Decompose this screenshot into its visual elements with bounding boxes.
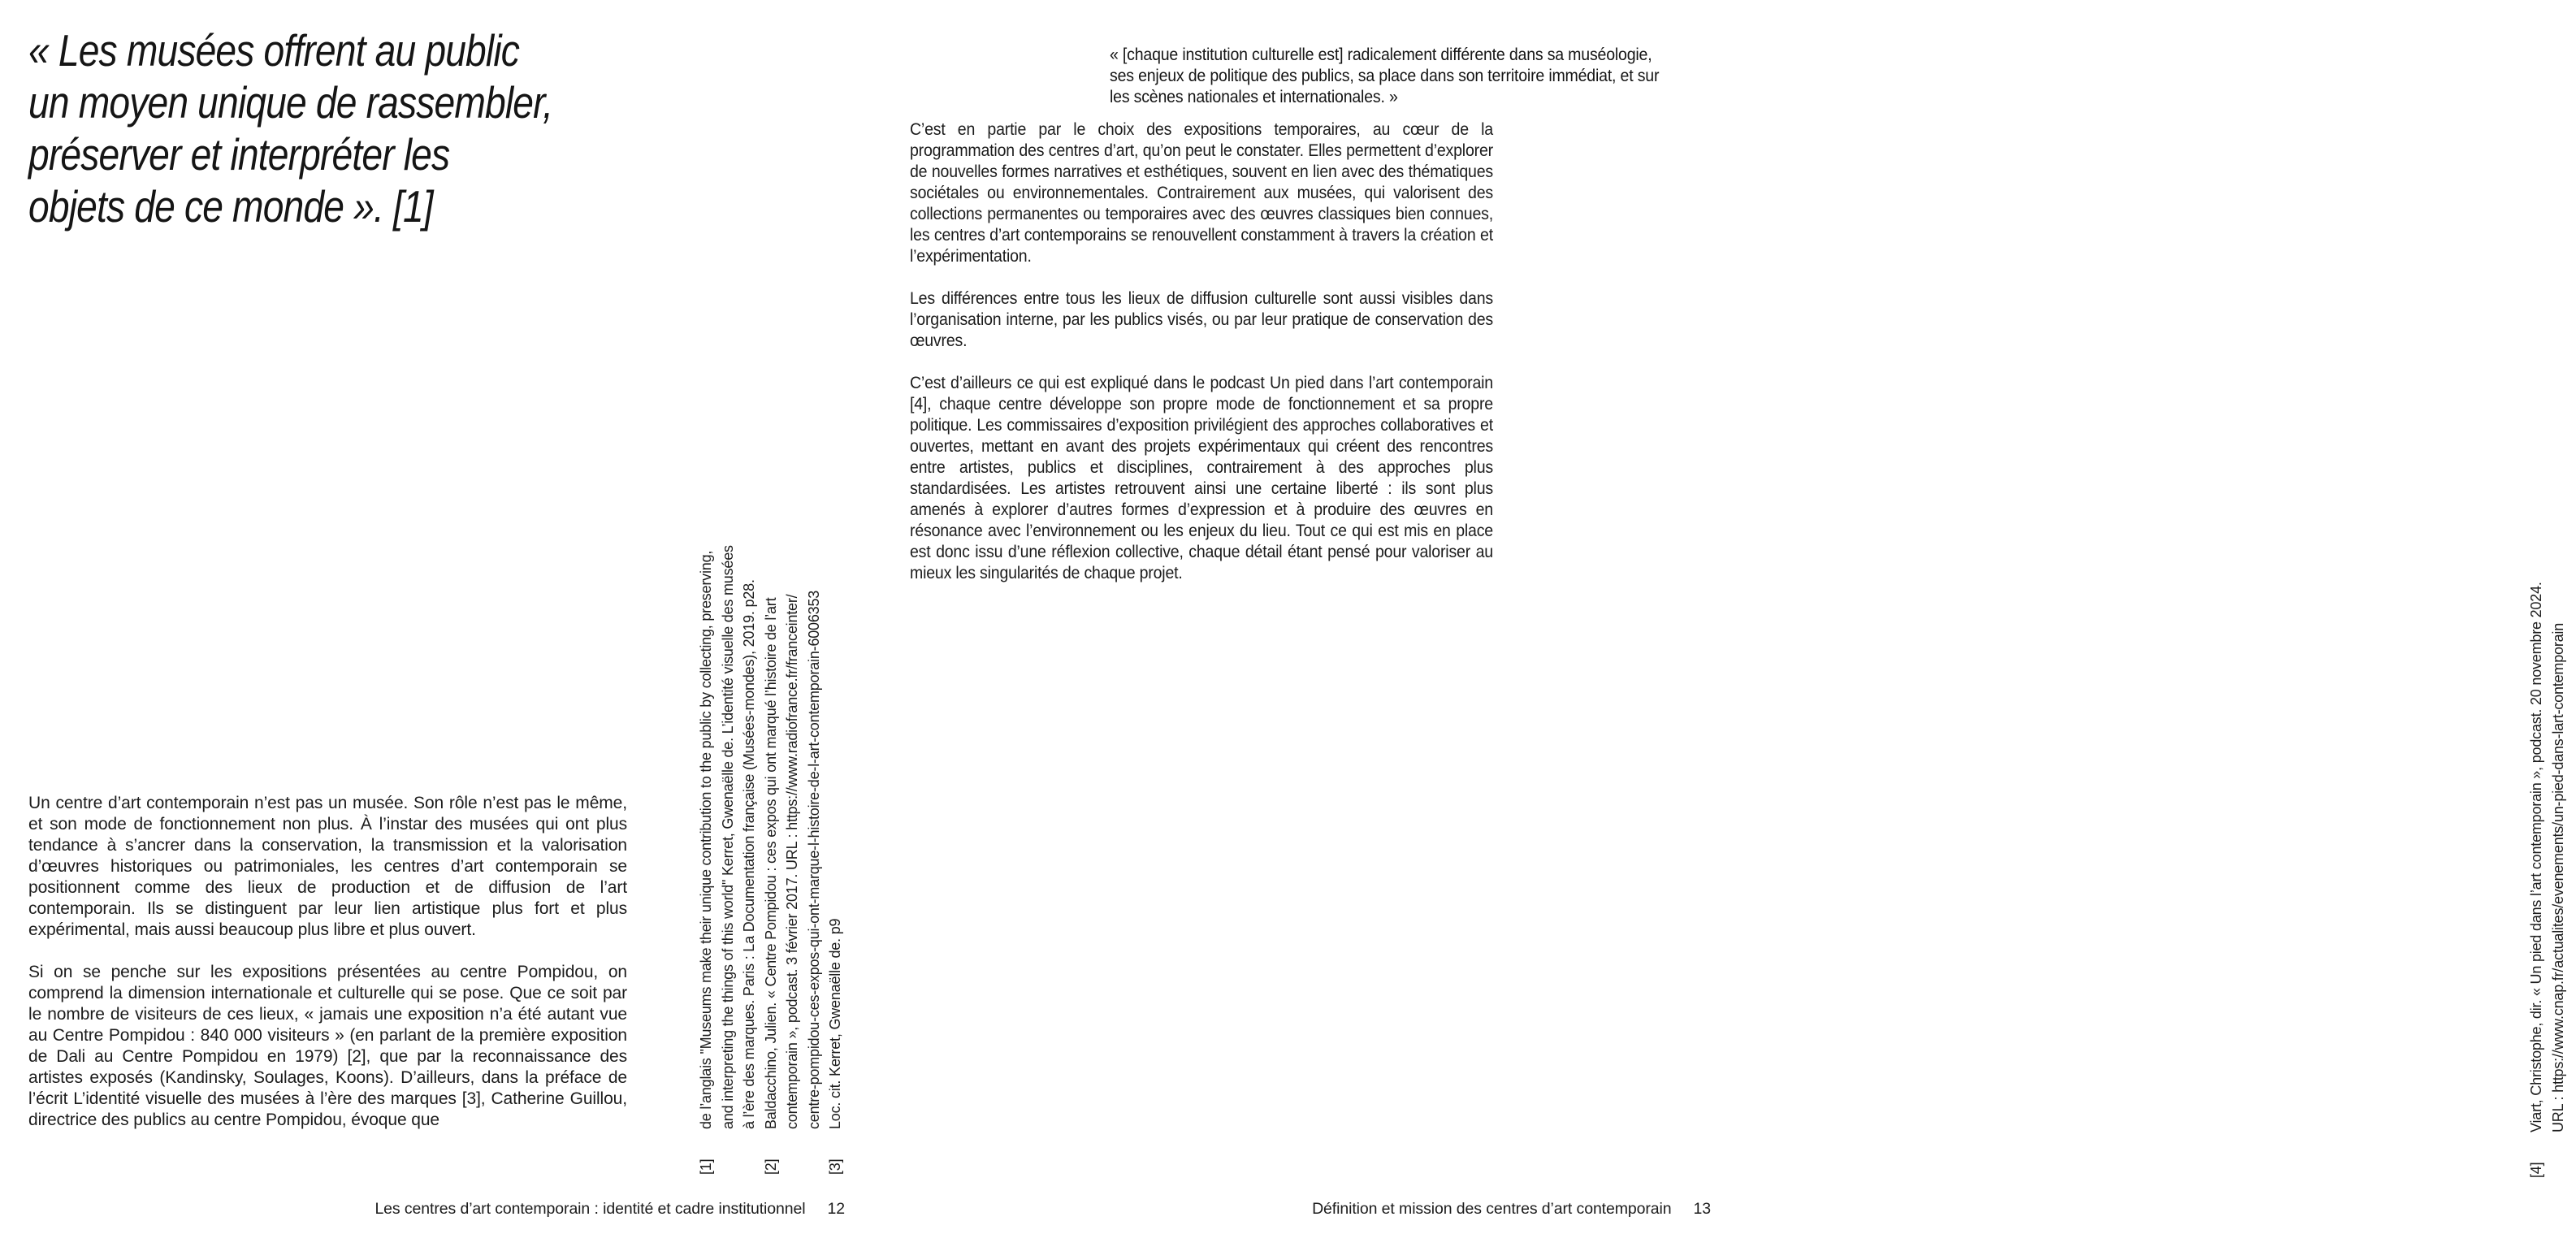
body-paragraph: Les différences entre tous les lieux de diffusion culturelle sont aussi visibles dans l’organisation interne, par les publics visés, ou par leur pratique de conservation des œuvres. xyxy=(910,289,1493,350)
footnotes-rotated xyxy=(2526,582,2576,1178)
page-footer xyxy=(910,1200,1711,1219)
footnote-text: de l’anglais "Museums make their unique contribution to the public by collecting, preserving, xyxy=(698,550,714,1129)
footnote-marker: [2] xyxy=(762,1158,779,1175)
footnote-line xyxy=(2548,609,2570,1178)
body-column xyxy=(28,793,627,1152)
footnote-text: Loc. cit. Kerret, Gwenaëlle de. p9 xyxy=(827,918,843,1129)
quote-line: un moyen unique de rassembler, xyxy=(28,77,553,128)
page-footer xyxy=(28,1200,845,1219)
footnote-line xyxy=(781,419,803,1175)
page-left xyxy=(0,0,864,1247)
footnote-line xyxy=(760,419,782,1175)
pull-quote xyxy=(28,24,643,232)
footnote-text: à l’ère des marques. Paris : La Documentation française (Musées-mondes), 2019. p28. xyxy=(741,579,757,1129)
footnote-line xyxy=(825,419,846,1175)
footnote-line xyxy=(738,419,760,1175)
footnote-marker: [1] xyxy=(698,1158,714,1175)
footnote-line xyxy=(717,419,739,1175)
footnotes-rotated xyxy=(695,419,846,1175)
footnote-text: and interpreting the things of this world" Kerret, Gwenaëlle de. L’identité visuelle des musées xyxy=(719,545,736,1129)
quote-line: « Les musées offrent au public xyxy=(28,25,520,76)
footnote-text: centre-pompidou-ces-expos-qui-ont-marque-l-histoire-de-l-art-contemporain-6006353 xyxy=(805,590,822,1129)
footnote-text: Viart, Christophe, dir. « Un pied dans l’art contemporain », podcast. 20 novembre 2024. xyxy=(2528,582,2544,1132)
body-paragraph: Si on se penche sur les expositions présentées au centre Pompidou, on comprend la dimension internationale et culturelle qui se pose. Que ce soit par le nombre de visiteurs de ces lieux, « jamais une exposition n’a été autant vue au Centre Pompidou : 840 000 visiteurs » (en parlant de la première exposition de Dali au Centre Pompidou en 1979) [2], que par la reconnaissance des artistes exposés (Kandinsky, Soulages, Koons). D’ailleurs, dans la préface de l’écrit L’identité visuelle des musées à l’ère des marques [3], Catherine Guillou, directrice des publics au centre Pompidou, évoque que xyxy=(28,963,627,1129)
quote-line: ses enjeux de politique des publics, sa place dans son territoire immédiat, et sur xyxy=(1110,67,1660,85)
body-paragraph: Un centre d’art contemporain n’est pas un musée. Son rôle n’est pas le même, et son mode de fonctionnement non plus. À l’instar des musées qui ont plus tendance à s’ancrer dans la conservation, la transmission et la valorisation d’œuvres historiques ou patrimoniales, les centres d’art contemporain se positionnent comme des lieux de production et de diffusion de l’art contemporain. Ils se distinguent par leur lien artistique plus fort et plus expérimental, mais aussi beaucoup plus libre et plus ouvert. xyxy=(28,794,627,939)
quote-line: objets de ce monde ». [1] xyxy=(28,181,433,232)
footnote-line xyxy=(803,419,825,1175)
quote-line: les scènes nationales et internationales. » xyxy=(1110,88,1398,106)
footnote-marker: [3] xyxy=(827,1158,843,1175)
quote-line: préserver et interpréter les xyxy=(28,129,450,180)
footnote-text: contemporain », podcast. 3 février 2017. URL : https://www.radiofrance.fr/franceinter/ xyxy=(784,594,800,1129)
body-paragraph: C’est en partie par le choix des expositions temporaires, au cœur de la programmation des centres d’art, qu’on peut le constater. Elles permettent d’explorer de nouvelles formes narratives et esthétiques, souvent en lien avec des thématiques sociétales ou environnementales. Contrairement aux musées, qui valorisent des collections permanentes ou temporaires avec des œuvres classiques bien connues, les centres d’art contemporains se renouvellent constamment à travers la création et l’expérimentation. xyxy=(910,120,1493,266)
footnote-line xyxy=(695,419,717,1175)
page-number: 13 xyxy=(1693,1200,1711,1218)
footer-section-title: Les centres d’art contemporain : identité et cadre institutionnel xyxy=(374,1200,806,1218)
footer-section-title: Définition et mission des centres d’art contemporain xyxy=(1312,1200,1672,1218)
footnote-line xyxy=(2526,582,2548,1178)
quote-line: « [chaque institution culturelle est] radicalement différente dans sa muséologie, xyxy=(1110,45,1652,64)
footnote-text: Baldacchino, Julien. « Centre Pompidou : ces expos qui ont marqué l’histoire de l’art xyxy=(762,597,779,1129)
body-paragraph: C’est d’ailleurs ce qui est expliqué dans le podcast Un pied dans l’art contemporain [4], chaque centre développe son propre mode de fonctionnement et sa propre politique. Les commissaires d’exposition privilégient des approches collaboratives et ouvertes, mettant en avant des projets expérimentaux qui créent des rencontres entre artistes, publics et disciplines, contrairement à des approches plus standardisées. Les artistes retrouvent ainsi une certaine liberté : ils sont plus amenés à explorer d’autres formes d’expression et à produire des œuvres en résonance avec l’environnement ou les enjeux du lieu. Tout ce qui est mis en place est donc issu d’une réflexion collective, chaque détail étant pensé pour valoriser au mieux les singularités de chaque projet. xyxy=(910,374,1493,582)
page-right xyxy=(864,0,2566,1247)
pull-quote xyxy=(1110,45,1707,108)
body-column xyxy=(910,119,1493,605)
footnote-text: URL : https://www.cnap.fr/actualites/evenements/un-pied-dans-lart-contemporain xyxy=(2549,622,2566,1132)
page-number: 12 xyxy=(827,1200,845,1218)
footnote-marker: [4] xyxy=(2528,1162,2544,1178)
